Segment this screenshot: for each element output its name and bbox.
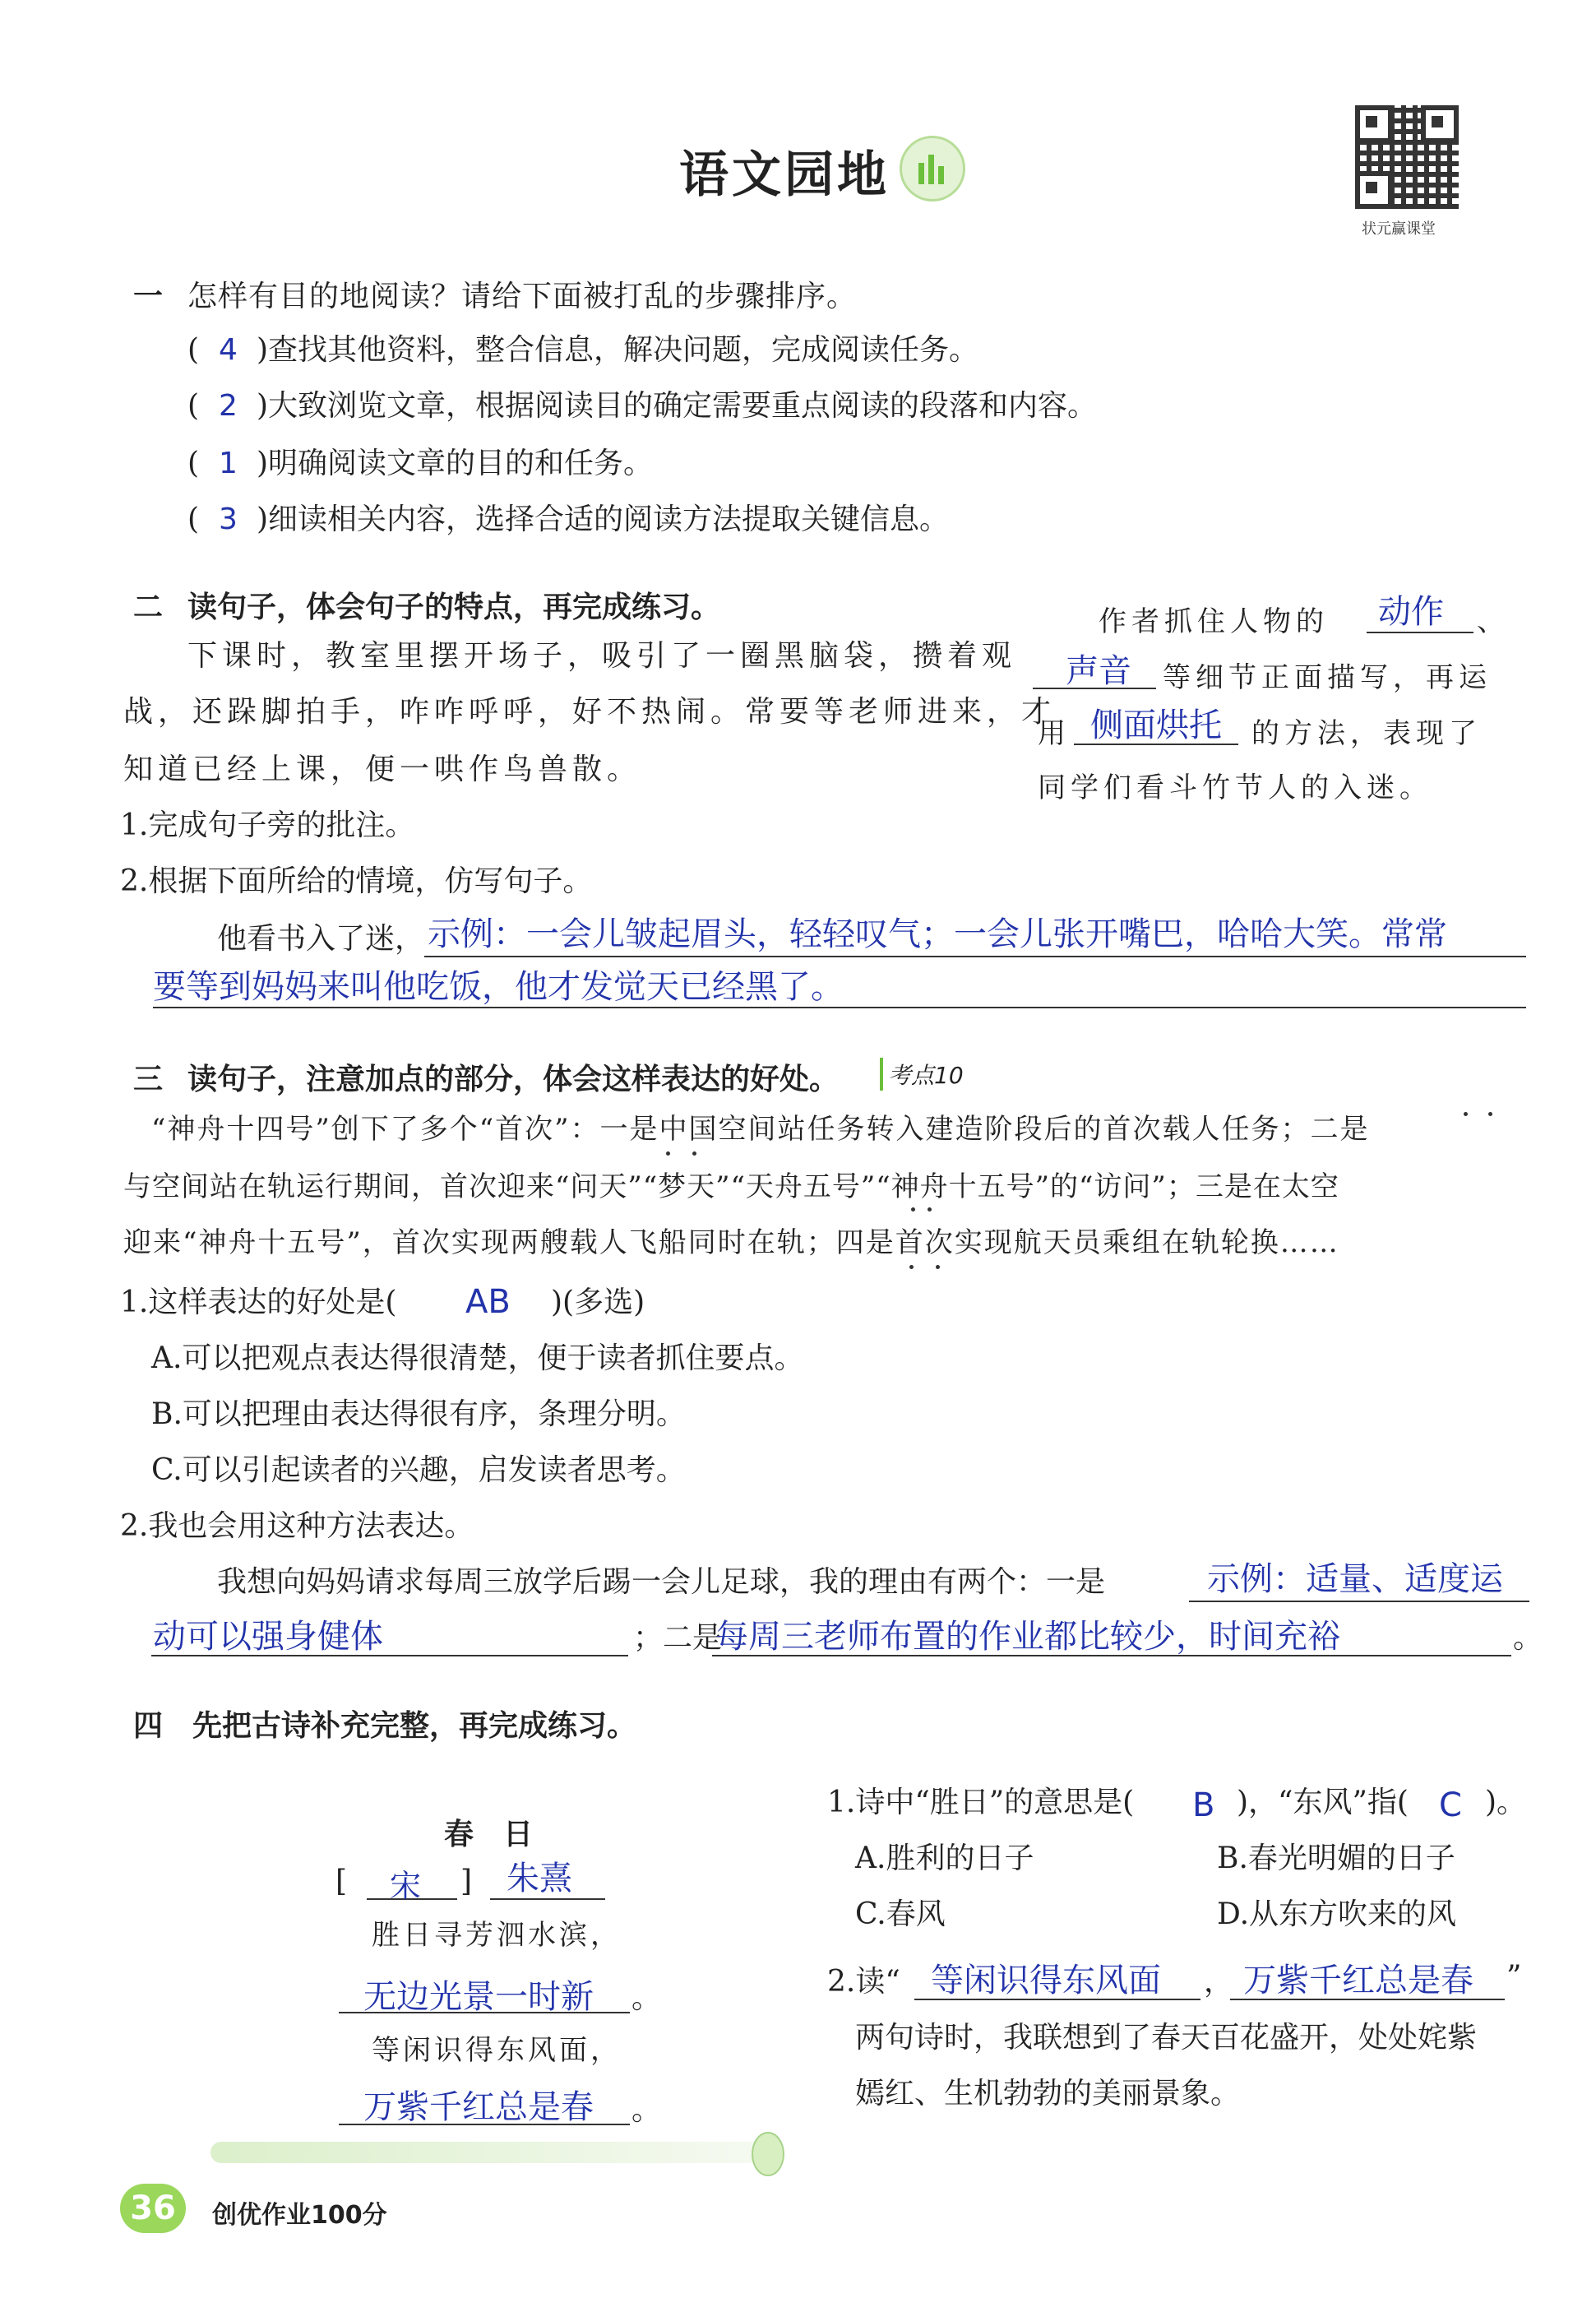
- sec4-option-b: B.春光明媚的日子: [1217, 1842, 1455, 1875]
- sec4-q1-answer-1[interactable]: B: [1192, 1786, 1215, 1824]
- sec2-answer-line-1[interactable]: 示例：一会儿皱起眉头，轻轻叹气；一会儿张开嘴巴，哈哈大笑。常常: [428, 915, 1447, 953]
- sec4-q2-answer-1[interactable]: 等闲识得东风面: [931, 1962, 1161, 1999]
- sec3-passage-line-1: “神舟十四号”创下了多个“首次”：一是中国空间站任务转入建造阶段后的首次载人任务；二是: [151, 1113, 1370, 1146]
- note-answer-3[interactable]: 侧面烘托: [1090, 707, 1222, 744]
- sec4-q1-answer-2[interactable]: C: [1439, 1786, 1462, 1824]
- sec3-q2: 2.我也会用这种方法表达。: [120, 1509, 474, 1543]
- sec3-prompt: 我想向妈妈请求每周三放学后踢一会儿足球，我的理由有两个：一是: [217, 1565, 1106, 1599]
- poem-dynasty-answer[interactable]: 宋: [390, 1868, 422, 1904]
- sec3-passage-line-2: 与空间站在轨运行期间，首次迎来“问天”“梦天”“天舟五号”“神舟十五号”的“访问”；三是在太空: [123, 1170, 1339, 1203]
- sec4-option-c: C.春风: [855, 1897, 946, 1931]
- sec3-option-c: C.可以引起读者的兴趣，启发读者思考。: [151, 1453, 686, 1487]
- sec1-answer-2[interactable]: 2: [219, 389, 238, 423]
- note-answer-1[interactable]: 动作: [1378, 593, 1444, 631]
- sec4-q2-line-2: 两句诗时，我联想到了春天百花盛开，处处姹紫: [855, 2021, 1478, 2055]
- poem-line-1: 胜日寻芳泗水滨，: [372, 1919, 622, 1952]
- sec3-answer-1b[interactable]: 动可以强身健体: [153, 1618, 383, 1656]
- sec4-q2-line-3: 嫣红、生机勃勃的美丽景象。: [855, 2077, 1241, 2110]
- sec4-option-d: D.从东方吹来的风: [1217, 1897, 1457, 1931]
- poem-line-2-answer[interactable]: 无边光景一时新: [363, 1978, 594, 2016]
- sec2-answer-line-2[interactable]: 要等到妈妈来叫他吃饭，他才发觉天已经黑了。: [153, 968, 844, 1006]
- section-3-number: 三: [133, 1063, 164, 1096]
- poem-line-3: 等闲识得东风面，: [372, 2034, 622, 2067]
- sec3-option-b: B.可以把理由表达得很有序，条理分明。: [151, 1397, 686, 1431]
- sec1-answer-1[interactable]: 4: [219, 333, 238, 367]
- section-1-number: 一: [133, 280, 164, 313]
- section-2-question: 读句子，体会句子的特点，再完成练习。: [187, 591, 721, 624]
- section-2-number: 二: [133, 591, 164, 624]
- sec3-answer-2[interactable]: 每周三老师布置的作业都比较少，时间充裕: [715, 1618, 1340, 1656]
- poem-author-answer[interactable]: 朱熹: [507, 1860, 572, 1897]
- sec4-q2-answer-2[interactable]: 万紫千红总是春: [1243, 1962, 1473, 1999]
- qr-caption: 状元赢课堂: [1362, 220, 1436, 238]
- sec3-answer-1a[interactable]: 示例：适量、适度运: [1207, 1560, 1503, 1598]
- sec2-passage-line-3: 知道已经上课，便一哄作鸟兽散。: [123, 753, 642, 786]
- sec3-mid-text: ；二是: [633, 1621, 723, 1655]
- section-4-number: 四: [133, 1709, 164, 1743]
- poem-line-4-answer[interactable]: 万紫千红总是春: [363, 2088, 594, 2126]
- sec3-end-period: 。: [1513, 1621, 1543, 1655]
- sec4-option-a: A.胜利的日子: [855, 1842, 1034, 1875]
- kaodian-tag: 考点10: [880, 1058, 964, 1091]
- sec3-passage-line-3: 迎来“神舟十五号”，首次实现两艘载人飞船同时在轨；四是首次实现航天员乘组在轨轮换……: [123, 1226, 1339, 1259]
- leaf-decoration-icon: [752, 2132, 784, 2176]
- chart-logo-icon: [900, 136, 965, 202]
- decorative-strip: [210, 2142, 770, 2163]
- sec2-prompt: 他看书入了迷，: [217, 922, 425, 956]
- sec2-q1: 1.完成句子旁的批注。: [120, 808, 415, 842]
- note-answer-2[interactable]: 声音: [1066, 652, 1131, 690]
- sec3-option-a: A.可以把观点表达得很清楚，便于读者抓住要点。: [151, 1341, 804, 1375]
- sec1-answer-3[interactable]: 1: [219, 447, 238, 480]
- sec1-item-3-text: )明确阅读文章的目的和任务。: [257, 447, 654, 480]
- sec1-item-4-text: )细读相关内容，选择合适的阅读方法提取关键信息。: [257, 503, 950, 536]
- poem-line-4-period: 。: [631, 2093, 662, 2127]
- footer-label: 创优作业100分: [212, 2201, 387, 2230]
- qr-code-icon[interactable]: [1355, 105, 1459, 209]
- sec1-answer-4[interactable]: 3: [219, 503, 238, 536]
- poem-line-2-period: 。: [631, 1981, 662, 2015]
- sec2-passage-line-2: 战，还跺脚拍手，咋咋呼呼，好不热闹。常要等老师进来，才: [123, 695, 1057, 729]
- sec2-passage-line-1: 下课时，教室里摆开场子，吸引了一圈黑脑袋，攒着观: [187, 639, 1017, 673]
- sec2-q2: 2.根据下面所给的情境，仿写句子。: [120, 864, 593, 898]
- poem-title: 春 日: [444, 1818, 534, 1851]
- section-3-question: 读句子，注意加点的部分，体会这样表达的好处。: [187, 1063, 840, 1096]
- sec3-q1-answer[interactable]: AB: [465, 1283, 511, 1321]
- page-title: 语文园地: [679, 146, 890, 204]
- section-1-question: 怎样有目的地阅读？请给下面被打乱的步骤排序。: [187, 280, 858, 313]
- sec1-item-2-text: )大致浏览文章，根据阅读目的确定需要重点阅读的段落和内容。: [257, 389, 1098, 423]
- page-number: 36: [120, 2184, 186, 2233]
- sec1-item-1-text: )查找其他资料，整合信息，解决问题，完成阅读任务。: [257, 333, 979, 367]
- section-4-question: 先把古诗补充完整，再完成练习。: [192, 1709, 637, 1743]
